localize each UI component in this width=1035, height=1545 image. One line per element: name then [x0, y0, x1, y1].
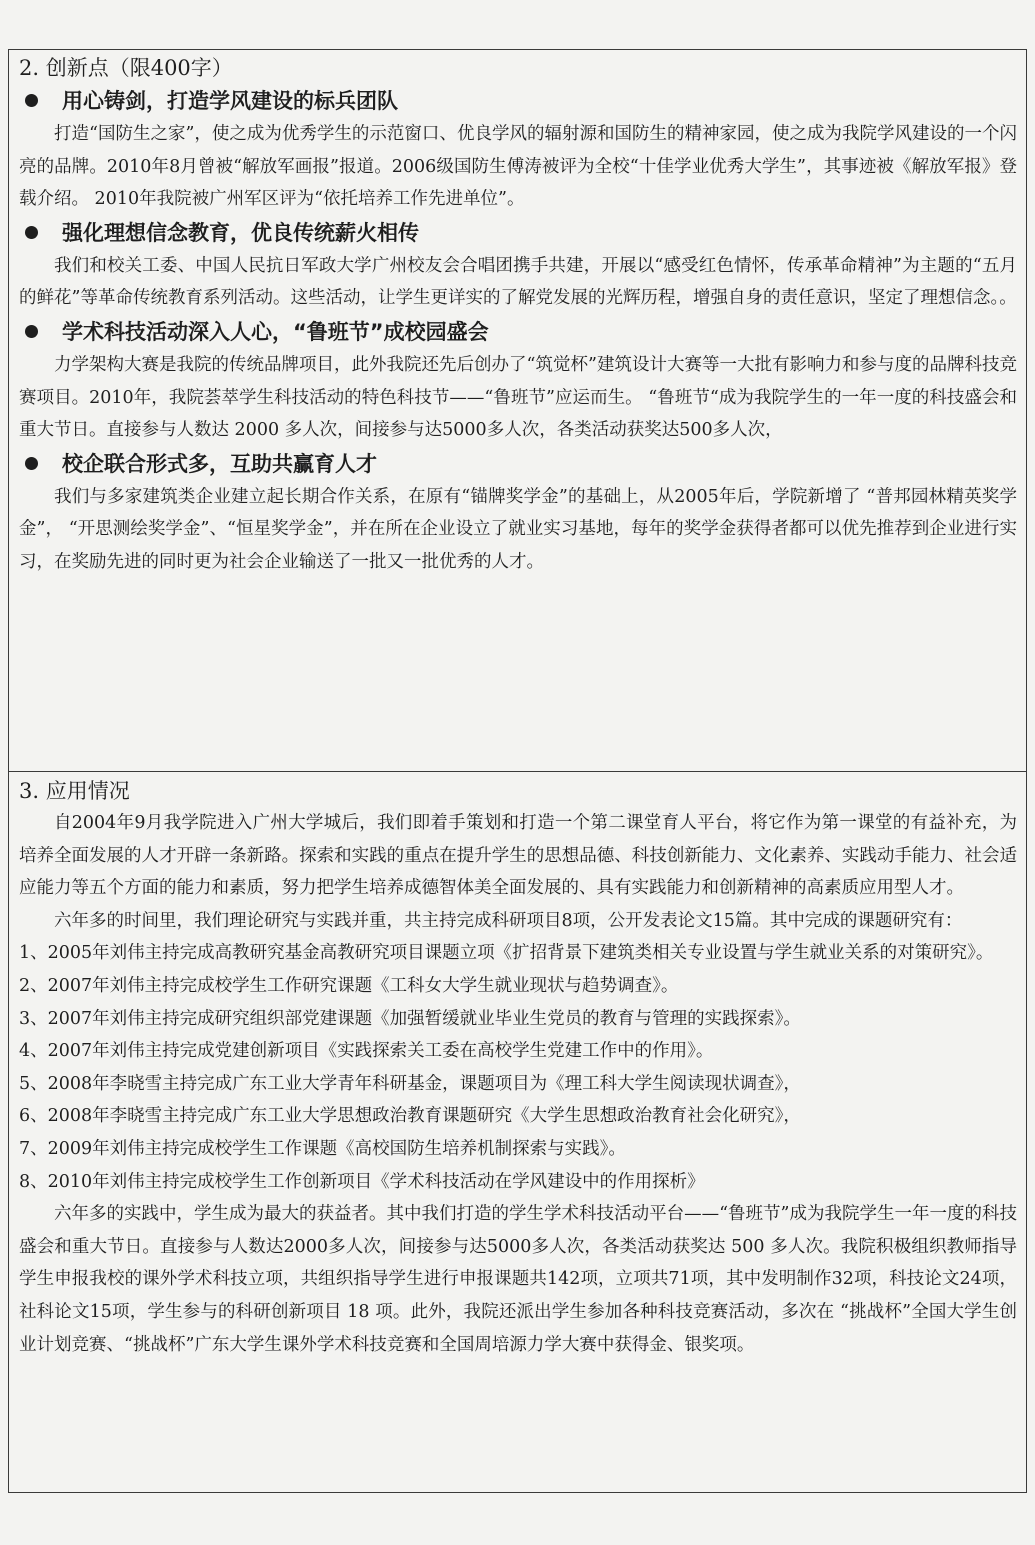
form-table [8, 49, 1027, 1493]
section-divider [9, 771, 1026, 772]
application-paragraph-3: 六年多的实践中，学生成为最大的获益者。其中我们打造的学生学术科技活动平台——“鲁班节”成为我院学生一年一度的科技盛会和重大节日。直接参与人数达2000多人次，间接参与达5000多人次，各类活动获奖达 500 多人次。我院积极组织教师指导学生申报我校的课外学术科技立项，共组织指导学生进行申报课题共142项，立项共71项，其中发明制作32项，科技论文24项，社科论文15项，学生参与的科研创新项目 18 项。此外，我院还派出学生参加各种科技竞赛活动，多次在 “挑战杯”全国大学生创业计划竞赛、“挑战杯”广东大学生课外学术科技竞赛和全国周培源力学大赛中获得金、银奖项。 [19, 1204, 1017, 1355]
list-item: 8、2010年刘伟主持完成校学生工作创新项目《学术科技活动在学风建设中的作用探析》 [19, 1171, 705, 1192]
item-text: 力学架构大赛是我院的传统品牌项目，此外我院还先后创办了“筑觉杯”建筑设计大赛等一大批有影响力和参与度的品牌科技竞赛项目。2010年，我院荟萃学生科技活动的特色科技节——“鲁班节”应运而生。 “鲁班节“成为我院学生的一年一度的科技盛会和重大节日。直接参与人数达 2000 多人次，间接参与达5000多人次，各类活动获奖达500多人次， [19, 354, 1017, 441]
item-heading: 学术科技活动深入人心，“鲁班节”成校园盛会 [62, 319, 489, 344]
item-text: 我们和校关工委、中国人民抗日军政大学广州校友会合唱团携手共建，开展以“感受红色情怀，传承革命精神”为主题的“五月的鲜花”等革命传统教育系列活动。这些活动，让学生更详实的了解党发展的光辉历程，增强自身的责任意识，坚定了理想信念。。 [19, 255, 1017, 309]
item-text: 打造“国防生之家”，使之成为优秀学生的示范窗口、优良学风的辐射源和国防生的精神家园，使之成为我院学风建设的一个闪亮的品牌。2010年8月曾被“解放军画报”报道。2006级国防生傅涛被评为全校“十佳学业优秀大学生”，其事迹被《解放军报》登载介绍。 2010年我院被广州军区评为“依托培养工作先进单位”。 [19, 124, 1017, 210]
application-paragraph-2: 六年多的时间里，我们理论研究与实践并重，共主持完成科研项目8项，公开发表论文15篇。其中完成的课题研究有： [54, 910, 963, 931]
list-item: 1、2005年刘伟主持完成高教研究基金高教研究项目课题立项《扩招背景下建筑类相关专业设置与学生就业关系的对策研究》。 [19, 943, 994, 964]
application-section [19, 775, 1017, 1361]
bullet-icon [25, 226, 38, 239]
item-heading: 用心铸剑，打造学风建设的标兵团队 [62, 89, 398, 113]
application-paragraph-1: 自2004年9月我学院进入广州大学城后，我们即着手策划和打造一个第二课堂育人平台，将它作为第一课堂的有益补充，为培养全面发展的人才开辟一条新路。探索和实践的重点在提升学生的思想品德、科技创新能力、文化素养、实践动手能力、社会适应能力等五个方面的能力和素质，努力把学生培养成德智体美全面发展的、具有实践能力和创新精神的高素质应用型人才。 [19, 813, 1017, 899]
research-project-list [19, 937, 1017, 1198]
bullet-icon [25, 94, 38, 107]
innovation-item-1 [19, 84, 1017, 216]
item-heading: 校企联合形式多，互助共赢育人才 [62, 451, 377, 476]
innovation-item-4 [19, 447, 1017, 579]
list-item: 3、2007年刘伟主持完成研究组织部党建课题《加强暂缓就业毕业生党员的教育与管理的实践探索》。 [19, 1008, 801, 1029]
section-title-application: 3. 应用情况 [19, 779, 130, 803]
list-item: 5、2008年李晓雪主持完成广东工业大学青年科研基金，课题项目为《理工科大学生阅读现状调查》， [19, 1073, 801, 1094]
item-heading: 强化理想信念教育，优良传统薪火相传 [62, 220, 419, 245]
item-text: 我们与多家建筑类企业建立起长期合作关系，在原有“锚牌奖学金”的基础上，从2005年后，学院新增了 “普邦园林精英奖学金”， “开思测绘奖学金”、“恒星奖学金”，并在所在企业设立了就业实习基地，每年的奖学金获得者都可以优先推荐到企业进行实习，在奖励先进的同时更为社会企业输送了一批又一批优秀的人才。 [19, 486, 1017, 572]
bullet-icon [25, 457, 38, 470]
list-item: 4、2007年刘伟主持完成党建创新项目《实践探索关工委在高校学生党建工作中的作用》。 [19, 1041, 714, 1062]
list-item: 6、2008年李晓雪主持完成广东工业大学思想政治教育课题研究《大学生思想政治教育社会化研究》， [19, 1106, 801, 1127]
section-title-innovation: 2. 创新点（限400字） [19, 56, 233, 80]
list-item: 7、2009年刘伟主持完成校学生工作课题《高校国防生培养机制探索与实践》。 [19, 1138, 626, 1159]
bullet-icon [25, 325, 38, 338]
list-item: 2、2007年刘伟主持完成校学生工作研究课题《工科女大学生就业现状与趋势调查》。 [19, 975, 679, 996]
innovation-item-2 [19, 216, 1017, 315]
innovation-item-3 [19, 315, 1017, 447]
innovation-section [19, 52, 1017, 579]
